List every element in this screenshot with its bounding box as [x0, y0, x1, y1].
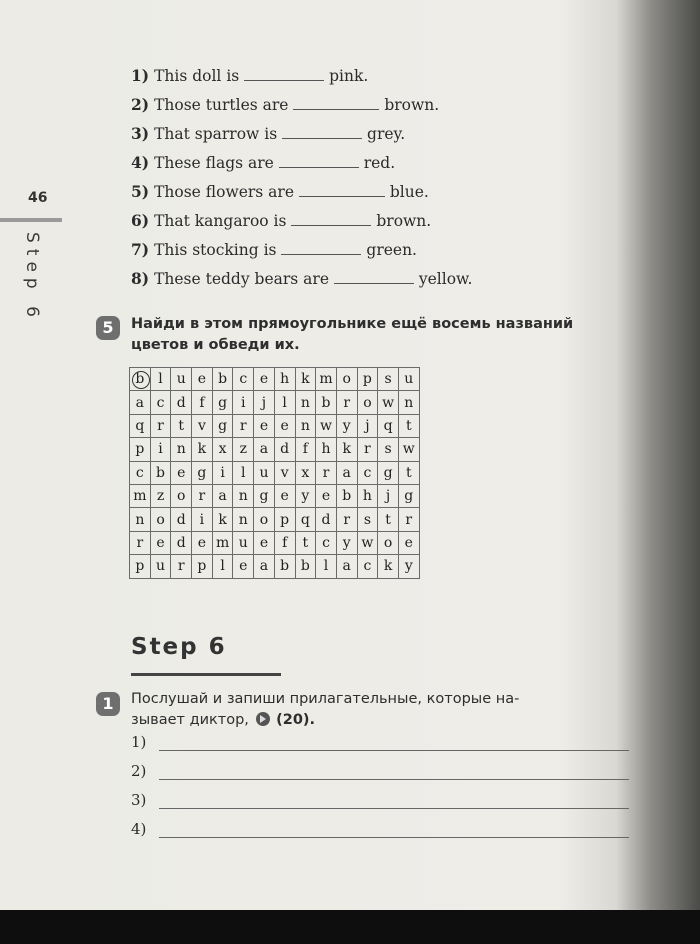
- sentence-item: 5) Those flowers are blue.: [131, 182, 429, 201]
- grid-row: [130, 461, 420, 484]
- grid-letter-cell[interactable]: e: [316, 484, 337, 507]
- sentence-item: 7) This stocking is green.: [131, 240, 417, 259]
- grid-letter-cell[interactable]: q: [378, 414, 399, 437]
- grid-letter-cell[interactable]: n: [295, 414, 316, 437]
- grid-letter-cell[interactable]: w: [378, 391, 399, 414]
- sentence-item: 4) These flags are red.: [131, 153, 396, 172]
- grid-letter-cell[interactable]: o: [150, 508, 171, 531]
- grid-letter-cell[interactable]: r: [130, 531, 151, 554]
- grid-letter-cell[interactable]: a: [212, 484, 233, 507]
- grid-letter-cell[interactable]: e: [254, 531, 275, 554]
- grid-letter-cell[interactable]: e: [150, 531, 171, 554]
- grid-letter-cell[interactable]: t: [378, 508, 399, 531]
- grid-letter-cell[interactable]: r: [357, 438, 378, 461]
- grid-letter-cell[interactable]: k: [192, 438, 213, 461]
- grid-letter-cell[interactable]: g: [398, 484, 419, 507]
- grid-row: [130, 414, 420, 437]
- grid-letter-cell[interactable]: a: [130, 391, 151, 414]
- circled-letter-marker: [132, 371, 150, 389]
- sentence-item: 3) That sparrow is grey.: [131, 124, 406, 143]
- grid-letter-cell[interactable]: e: [192, 531, 213, 554]
- answer-blank[interactable]: [299, 182, 385, 197]
- sentence-item: 6) That kangaroo is brown.: [131, 211, 432, 230]
- sentence-list: [131, 66, 472, 298]
- page-number: 46: [28, 190, 48, 206]
- grid-letter-cell[interactable]: z: [233, 438, 254, 461]
- answer-blank[interactable]: [291, 211, 371, 226]
- grid-letter-cell[interactable]: b: [274, 555, 295, 578]
- grid-letter-cell[interactable]: f: [192, 391, 213, 414]
- grid-letter-cell[interactable]: y: [336, 531, 357, 554]
- grid-letter-cell[interactable]: h: [316, 438, 337, 461]
- grid-letter-cell[interactable]: p: [130, 438, 151, 461]
- task-5-badge: 5: [96, 316, 120, 340]
- answer-blank[interactable]: [244, 66, 324, 81]
- grid-letter-cell[interactable]: e: [274, 414, 295, 437]
- grid-letter-cell[interactable]: q: [130, 414, 151, 437]
- grid-row: [130, 368, 420, 391]
- grid-letter-cell[interactable]: a: [336, 461, 357, 484]
- grid-letter-cell[interactable]: o: [336, 368, 357, 391]
- grid-letter-cell[interactable]: v: [192, 414, 213, 437]
- grid-letter-cell[interactable]: u: [254, 461, 275, 484]
- grid-letter-cell[interactable]: w: [316, 414, 337, 437]
- grid-letter-cell[interactable]: f: [274, 531, 295, 554]
- grid-letter-cell[interactable]: d: [316, 508, 337, 531]
- grid-letter-cell[interactable]: i: [212, 461, 233, 484]
- grid-letter-cell[interactable]: d: [171, 508, 192, 531]
- grid-letter-cell[interactable]: d: [171, 531, 192, 554]
- grid-letter-cell[interactable]: b: [150, 461, 171, 484]
- grid-letter-cell[interactable]: v: [274, 461, 295, 484]
- grid-row: [130, 555, 420, 578]
- task-1-instructions: Послушай и запиши прилагательные, которые на- зывает диктор, (20).: [131, 691, 520, 728]
- answer-blank[interactable]: [281, 240, 361, 255]
- grid-letter-cell[interactable]: f: [295, 438, 316, 461]
- grid-letter-cell[interactable]: n: [233, 508, 254, 531]
- grid-letter-cell[interactable]: l: [150, 368, 171, 391]
- answer-blank[interactable]: [293, 95, 379, 110]
- side-rule: [0, 218, 62, 222]
- grid-letter-cell[interactable]: s: [378, 438, 399, 461]
- grid-letter-cell[interactable]: i: [150, 438, 171, 461]
- grid-letter-cell[interactable]: m: [130, 484, 151, 507]
- grid-letter-cell[interactable]: j: [378, 484, 399, 507]
- grid-letter-cell[interactable]: u: [398, 368, 419, 391]
- grid-letter-cell[interactable]: h: [357, 484, 378, 507]
- side-step-label: Step 6: [22, 232, 42, 323]
- grid-letter-cell[interactable]: u: [150, 555, 171, 578]
- grid-letter-cell[interactable]: y: [295, 484, 316, 507]
- grid-letter-cell[interactable]: m: [316, 368, 337, 391]
- grid-letter-cell[interactable]: n: [295, 391, 316, 414]
- answer-line-item: 2): [131, 762, 146, 791]
- grid-letter-cell[interactable]: e: [254, 414, 275, 437]
- grid-letter-cell[interactable]: n: [233, 484, 254, 507]
- answer-lines: [131, 733, 146, 849]
- grid-letter-cell[interactable]: r: [336, 391, 357, 414]
- grid-row: [130, 484, 420, 507]
- grid-letter-cell[interactable]: e: [233, 555, 254, 578]
- grid-letter-cell[interactable]: d: [274, 438, 295, 461]
- grid-letter-cell[interactable]: p: [357, 368, 378, 391]
- grid-letter-cell[interactable]: h: [274, 368, 295, 391]
- grid-letter-cell[interactable]: u: [233, 531, 254, 554]
- answer-line[interactable]: [159, 779, 629, 780]
- step-underline: [131, 673, 281, 676]
- grid-letter-cell[interactable]: r: [192, 484, 213, 507]
- grid-letter-cell[interactable]: o: [357, 391, 378, 414]
- grid-row: [130, 531, 420, 554]
- sentence-item: 2) Those turtles are brown.: [131, 95, 440, 114]
- grid-letter-cell[interactable]: k: [336, 438, 357, 461]
- grid-letter-cell[interactable]: r: [150, 414, 171, 437]
- grid-letter-cell[interactable]: x: [212, 438, 233, 461]
- word-search-grid: [129, 367, 420, 579]
- grid-letter-cell[interactable]: b: [336, 484, 357, 507]
- grid-letter-cell[interactable]: l: [233, 461, 254, 484]
- grid-letter-cell[interactable]: i: [192, 508, 213, 531]
- grid-letter-cell[interactable]: a: [336, 555, 357, 578]
- grid-letter-cell[interactable]: j: [254, 391, 275, 414]
- audio-speaker-icon[interactable]: [256, 712, 270, 726]
- grid-letter-cell[interactable]: o: [171, 484, 192, 507]
- answer-line-item: 1): [131, 733, 146, 762]
- grid-letter-cell[interactable]: k: [295, 368, 316, 391]
- grid-letter-cell[interactable]: p: [130, 555, 151, 578]
- answer-blank[interactable]: [279, 153, 359, 168]
- grid-letter-cell[interactable]: i: [233, 391, 254, 414]
- grid-letter-cell[interactable]: r: [316, 461, 337, 484]
- grid-letter-cell[interactable]: g: [378, 461, 399, 484]
- step-heading: Step 6: [131, 634, 227, 660]
- grid-letter-cell[interactable]: c: [316, 531, 337, 554]
- grid-letter-cell[interactable]: p: [274, 508, 295, 531]
- grid-letter-cell[interactable]: a: [254, 438, 275, 461]
- grid-letter-cell[interactable]: g: [254, 484, 275, 507]
- grid-letter-cell[interactable]: r: [398, 508, 419, 531]
- grid-letter-cell[interactable]: c: [357, 461, 378, 484]
- grid-letter-cell[interactable]: t: [398, 414, 419, 437]
- grid-letter-cell[interactable]: b: [316, 391, 337, 414]
- grid-letter-cell[interactable]: e: [171, 461, 192, 484]
- grid-letter-cell[interactable]: o: [378, 531, 399, 554]
- grid-letter-cell[interactable]: l: [316, 555, 337, 578]
- grid-letter-cell[interactable]: z: [150, 484, 171, 507]
- grid-letter-cell[interactable]: n: [130, 508, 151, 531]
- grid-letter-cell[interactable]: t: [171, 414, 192, 437]
- answer-line[interactable]: [159, 750, 629, 751]
- grid-letter-cell[interactable]: e: [192, 368, 213, 391]
- task-5-instructions: Найди в этом прямоугольнике ещё восемь названий цветов и обведи их.: [131, 316, 574, 353]
- grid-letter-cell[interactable]: l: [212, 555, 233, 578]
- grid-letter-cell[interactable]: c: [130, 461, 151, 484]
- grid-letter-cell[interactable]: k: [378, 555, 399, 578]
- sentence-item: 8) These teddy bears are yellow.: [131, 269, 473, 288]
- task-1-badge: 1: [96, 692, 120, 716]
- grid-letter-cell[interactable]: e: [274, 484, 295, 507]
- grid-letter-cell[interactable]: c: [233, 368, 254, 391]
- answer-blank[interactable]: [334, 269, 414, 284]
- grid-letter-cell[interactable]: w: [398, 438, 419, 461]
- grid-letter-cell[interactable]: a: [254, 555, 275, 578]
- answer-line[interactable]: [159, 837, 629, 838]
- grid-letter-cell[interactable]: n: [171, 438, 192, 461]
- grid-letter-cell[interactable]: c: [357, 555, 378, 578]
- grid-letter-cell[interactable]: r: [336, 508, 357, 531]
- grid-letter-cell[interactable]: b: [295, 555, 316, 578]
- sentence-item: 1) This doll is pink.: [131, 66, 369, 85]
- grid-letter-cell[interactable]: q: [295, 508, 316, 531]
- grid-letter-cell[interactable]: b: [212, 368, 233, 391]
- grid-letter-cell[interactable]: n: [398, 391, 419, 414]
- grid-letter-cell[interactable]: r: [171, 555, 192, 578]
- grid-letter-cell[interactable]: y: [336, 414, 357, 437]
- grid-letter-cell[interactable]: p: [192, 555, 213, 578]
- grid-letter-cell[interactable]: g: [212, 414, 233, 437]
- answer-line-item: 4): [131, 820, 146, 849]
- grid-letter-cell[interactable]: l: [274, 391, 295, 414]
- grid-letter-cell[interactable]: c: [150, 391, 171, 414]
- grid-letter-cell[interactable]: b: [130, 368, 151, 391]
- grid-row: [130, 438, 420, 461]
- answer-line[interactable]: [159, 808, 629, 809]
- grid-letter-cell[interactable]: w: [357, 531, 378, 554]
- grid-letter-cell[interactable]: s: [357, 508, 378, 531]
- grid-row: [130, 508, 420, 531]
- grid-letter-cell[interactable]: t: [295, 531, 316, 554]
- grid-letter-cell[interactable]: u: [171, 368, 192, 391]
- grid-letter-cell[interactable]: j: [357, 414, 378, 437]
- grid-letter-cell[interactable]: x: [295, 461, 316, 484]
- grid-row: [130, 391, 420, 414]
- grid-letter-cell[interactable]: s: [378, 368, 399, 391]
- answer-line-item: 3): [131, 791, 146, 820]
- grid-letter-cell[interactable]: g: [192, 461, 213, 484]
- grid-letter-cell[interactable]: t: [398, 461, 419, 484]
- grid-letter-cell[interactable]: m: [212, 531, 233, 554]
- grid-letter-cell[interactable]: g: [212, 391, 233, 414]
- grid-letter-cell[interactable]: r: [233, 414, 254, 437]
- grid-letter-cell[interactable]: d: [171, 391, 192, 414]
- grid-letter-cell[interactable]: k: [212, 508, 233, 531]
- scan-bottom-edge: [0, 910, 700, 944]
- grid-letter-cell[interactable]: e: [398, 531, 419, 554]
- answer-blank[interactable]: [282, 124, 362, 139]
- grid-letter-cell[interactable]: o: [254, 508, 275, 531]
- grid-letter-cell[interactable]: y: [398, 555, 419, 578]
- grid-letter-cell[interactable]: e: [254, 368, 275, 391]
